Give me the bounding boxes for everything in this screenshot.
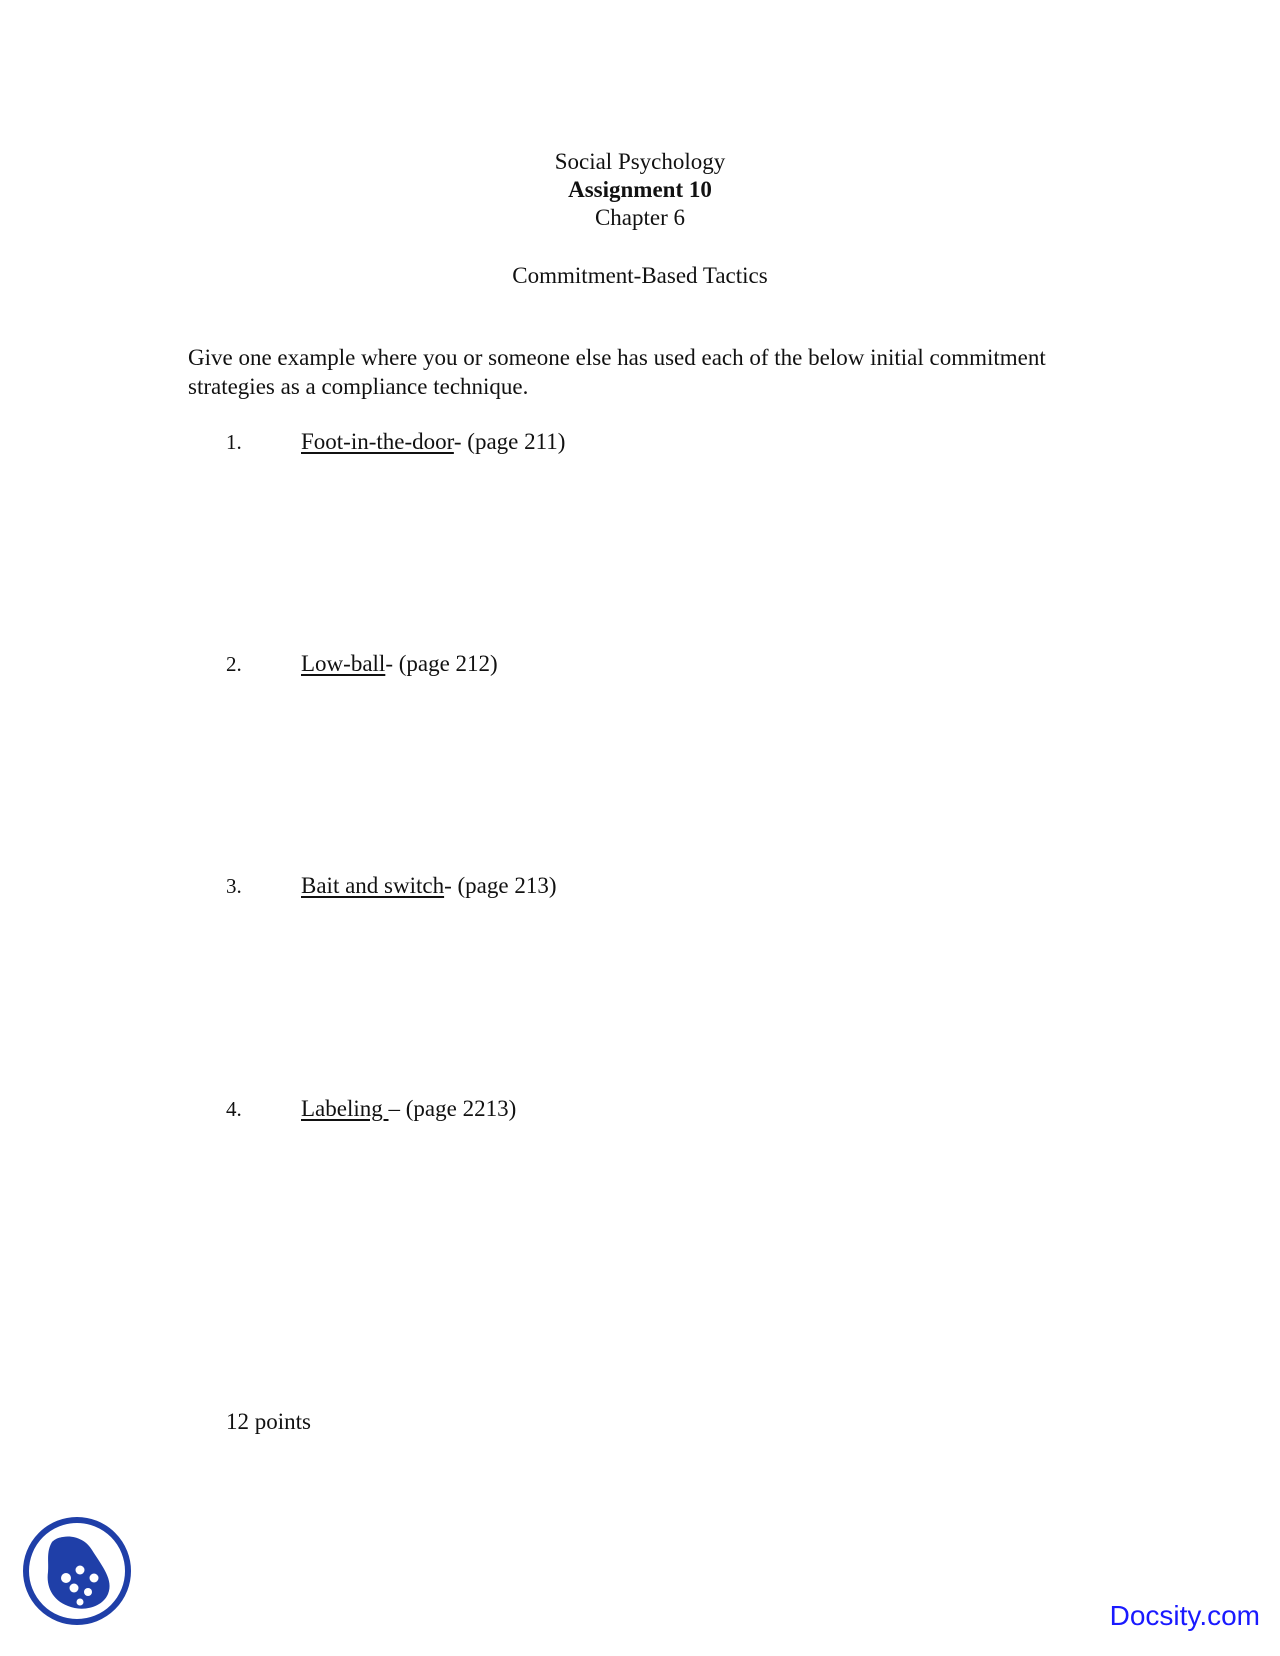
list-item: [226, 650, 498, 678]
item-number: 2.: [226, 652, 242, 676]
item-separator: -: [385, 651, 399, 676]
assignment-title: Assignment 10: [568, 177, 712, 202]
docsity-logo-icon[interactable]: [22, 1516, 132, 1626]
item-separator: -: [453, 429, 468, 454]
course-title: Social Psychology: [554, 149, 726, 174]
item-number: 1.: [226, 430, 242, 454]
chapter-title: Chapter 6: [594, 205, 686, 230]
item-separator: -: [444, 873, 458, 898]
item-separator: –: [388, 1096, 406, 1121]
item-page-ref: (page 211): [467, 429, 566, 454]
item-term: Labeling: [301, 1096, 389, 1121]
item-page-ref: (page 213): [457, 873, 557, 898]
list-item: [226, 428, 565, 456]
item-number: 4.: [226, 1097, 242, 1121]
section-title: Commitment-Based Tactics: [512, 263, 768, 288]
list-item: [226, 1095, 516, 1123]
item-term: Foot-in-the-door: [301, 429, 454, 454]
docsity-watermark-link[interactable]: Docsity.com: [1109, 1600, 1260, 1631]
item-page-ref: (page 2213): [405, 1096, 517, 1121]
list-item: [226, 872, 557, 900]
instructions-text: Give one example where you or someone else has used each of the below initial commitment strategies as a compliance technique.: [188, 345, 1046, 399]
points-total: 12 points: [226, 1409, 311, 1434]
item-number: 3.: [226, 874, 242, 898]
item-term: Bait and switch: [301, 873, 445, 898]
item-page-ref: (page 212): [398, 651, 498, 676]
item-term: Low-ball: [301, 651, 386, 676]
document-header: [0, 148, 1280, 232]
